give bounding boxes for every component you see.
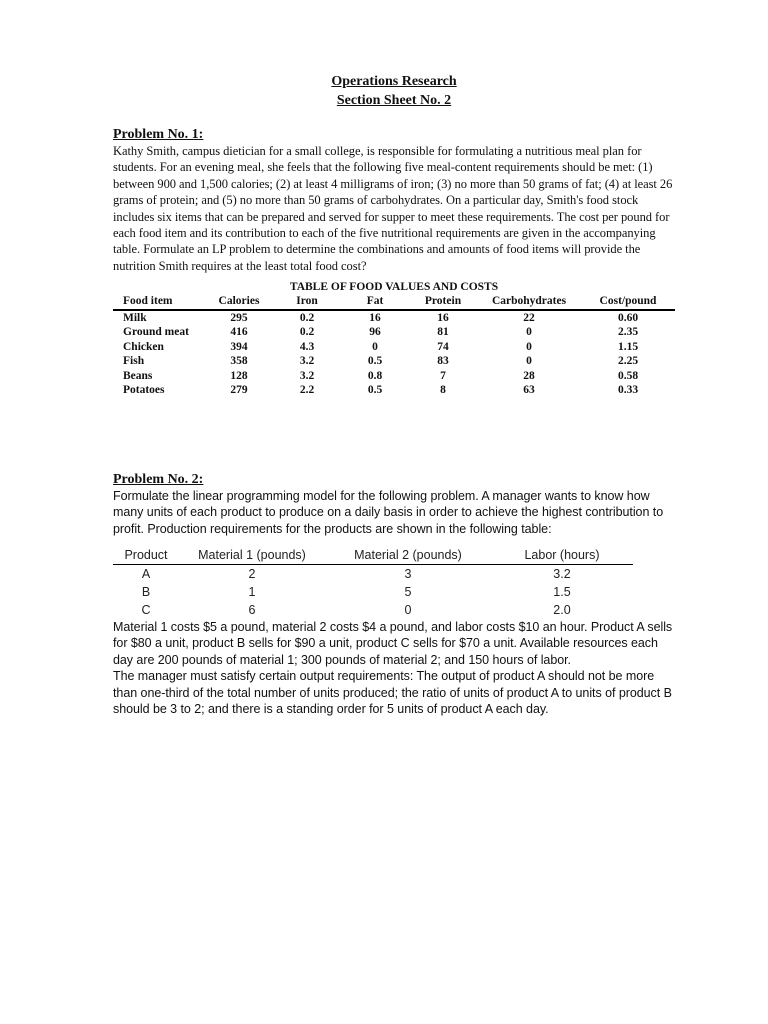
table-cell: 394 bbox=[230, 340, 248, 353]
food-table-header: Fat bbox=[341, 294, 409, 310]
table-cell: Ground meat bbox=[123, 326, 189, 339]
table-cell: 74 bbox=[437, 340, 449, 353]
table-row bbox=[113, 340, 675, 355]
food-table-header: Protein bbox=[409, 294, 477, 310]
document-subtitle: Section Sheet No. 2 bbox=[336, 93, 452, 108]
table-cell: Beans bbox=[123, 369, 153, 382]
table-row bbox=[113, 354, 675, 369]
production-table-header: Labor (hours) bbox=[491, 546, 633, 565]
table-cell: 63 bbox=[523, 384, 535, 397]
table-cell: 0 bbox=[372, 340, 378, 353]
table-cell: 8 bbox=[440, 384, 446, 397]
table-cell: 2.25 bbox=[617, 355, 639, 368]
table-cell: 0.2 bbox=[299, 311, 315, 324]
table-cell: C bbox=[141, 602, 151, 617]
table-cell: 3 bbox=[404, 566, 412, 581]
table-cell: 0 bbox=[526, 355, 532, 368]
table-cell: 0.60 bbox=[617, 311, 639, 324]
table-row bbox=[113, 583, 633, 601]
table-cell: 0.33 bbox=[617, 384, 639, 397]
table-cell: 3.2 bbox=[553, 566, 571, 581]
table-cell: A bbox=[141, 566, 151, 581]
food-table-header: Carbohydrates bbox=[477, 294, 581, 310]
food-table-header: Food item bbox=[113, 294, 205, 310]
production-table-header: Material 1 (pounds) bbox=[179, 546, 325, 565]
table-row bbox=[113, 601, 633, 619]
table-cell: 2 bbox=[248, 566, 256, 581]
table-cell: 22 bbox=[523, 311, 535, 324]
table-row bbox=[113, 383, 675, 398]
table-cell: 1.5 bbox=[553, 584, 571, 599]
problem-2-title: Problem No. 2: bbox=[113, 471, 204, 487]
table-cell: 0.2 bbox=[299, 326, 315, 339]
table-cell: 2.2 bbox=[299, 384, 315, 397]
table-cell: 2.0 bbox=[553, 602, 571, 617]
food-table-header: Iron bbox=[273, 294, 341, 310]
table-cell: 0.5 bbox=[367, 384, 383, 397]
food-table bbox=[113, 294, 675, 398]
table-cell: 16 bbox=[369, 311, 381, 324]
table-cell: B bbox=[141, 584, 151, 599]
table-cell: 83 bbox=[437, 355, 449, 368]
food-table-header: Cost/pound bbox=[581, 294, 675, 310]
table-cell: Milk bbox=[123, 311, 147, 324]
table-row bbox=[113, 325, 675, 340]
table-cell: 3.2 bbox=[299, 355, 315, 368]
problem-2-text: Formulate the linear programming model for the following problem. A manager wants to know how many units of each product to produce on a daily basis in order to achieve the highest contribution to profit. Production requirements for the products are shown in the following table: bbox=[113, 488, 664, 536]
table-cell: 6 bbox=[248, 602, 256, 617]
production-table-header: Material 2 (pounds) bbox=[325, 546, 491, 565]
table-cell: 0.8 bbox=[367, 369, 383, 382]
table-cell: 416 bbox=[230, 326, 248, 339]
table-cell: 358 bbox=[230, 355, 248, 368]
table-cell: 1.15 bbox=[617, 340, 639, 353]
table-cell: 0 bbox=[404, 602, 412, 617]
problem-2-requirements-text: The manager must satisfy certain output requirements: The output of product A should not be more than one-third of the total number of units produced; the ratio of units of product A to units of product B should be 3 to 2; and there is a standing order for 5 units of product A each day. bbox=[113, 669, 672, 716]
food-table-header-row bbox=[113, 294, 675, 310]
table-cell: 28 bbox=[523, 369, 535, 382]
table-cell: 1 bbox=[248, 584, 256, 599]
document-header bbox=[113, 72, 675, 110]
table-cell: 16 bbox=[437, 311, 449, 324]
document-page bbox=[113, 72, 675, 717]
table-cell: 0 bbox=[526, 326, 532, 339]
table-cell: 279 bbox=[230, 384, 248, 397]
table-row bbox=[113, 310, 675, 326]
table-cell: 2.35 bbox=[617, 326, 639, 339]
table-cell: 81 bbox=[437, 326, 449, 339]
table-cell: 96 bbox=[369, 326, 381, 339]
table-row bbox=[113, 369, 675, 384]
table-cell: 0 bbox=[526, 340, 532, 353]
table-cell: 0.58 bbox=[617, 369, 639, 382]
production-table-header-row bbox=[113, 546, 633, 565]
table-cell: Potatoes bbox=[123, 384, 165, 397]
table-cell: 0.5 bbox=[367, 355, 383, 368]
table-cell: 3.2 bbox=[299, 369, 315, 382]
table-cell: 128 bbox=[230, 369, 248, 382]
food-table-caption: TABLE OF FOOD VALUES AND COSTS bbox=[289, 281, 499, 294]
production-table-header: Product bbox=[113, 546, 179, 565]
problem-2-costs-text: Material 1 costs $5 a pound, material 2 costs $4 a pound, and labor costs $10 an hour. Product A sells for $80 a unit, product B sells for $90 a unit, product C sells for $70 a unit. Available resources each day are 200 pounds of material 1; 300 pounds of material 2; and 150 hours of labor. bbox=[113, 619, 673, 667]
problem-1-text: Kathy Smith, campus dietician for a small college, is responsible for formulating a nutritious meal plan for students. For an evening meal, she feels that the following five meal-content requirements should be met: (1) between 900 and 1,500 calories; (2) at least 4 milligrams of iron; (3) no more than 50 grams of fat; (4) at least 26 grams of protein; and (5) no more than 50 grams of carbohydrates. On a particular day, Smith's food stock includes six items that can be prepared and served for supper to meet these requirements. The cost per pound for each food item and its contribution to each of the five nutritional requirements are given in the accompanying table. Formulate an LP problem to determine the combinations and amounts of food items will provide the nutrition Smith requires at the least total food cost? bbox=[113, 144, 673, 273]
table-cell: 7 bbox=[440, 369, 446, 382]
document-title: Operations Research bbox=[331, 74, 457, 89]
table-cell: Fish bbox=[123, 355, 145, 368]
problem-1-title: Problem No. 1: bbox=[113, 127, 204, 142]
production-table bbox=[113, 546, 633, 619]
table-cell: Chicken bbox=[123, 340, 164, 353]
table-cell: 4.3 bbox=[299, 340, 315, 353]
table-cell: 5 bbox=[404, 584, 412, 599]
table-row bbox=[113, 564, 633, 583]
table-cell: 295 bbox=[230, 311, 248, 324]
food-table-header: Calories bbox=[205, 294, 273, 310]
